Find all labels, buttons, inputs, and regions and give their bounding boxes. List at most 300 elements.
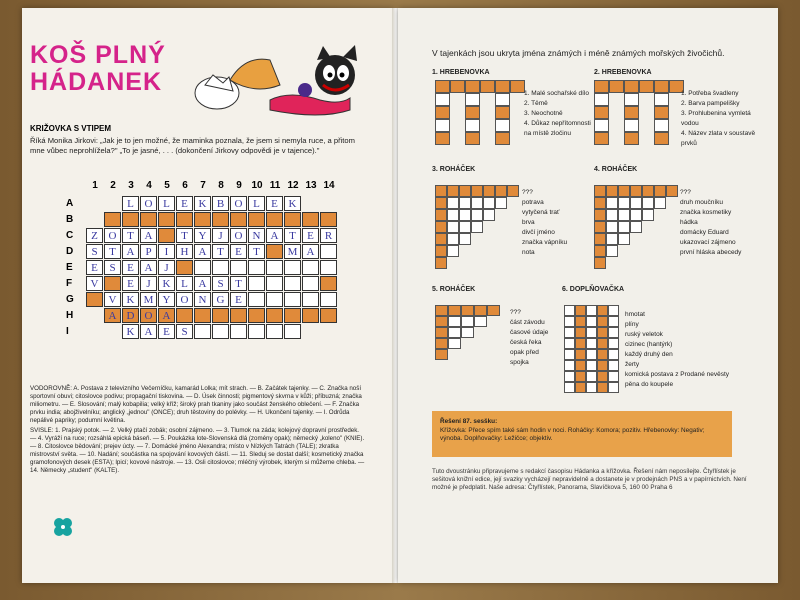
puzzle-cell[interactable] [586, 349, 597, 360]
puzzle-6-clues [625, 310, 745, 390]
grid-cell[interactable] [194, 260, 211, 275]
puzzle-cell[interactable] [608, 316, 619, 327]
grid-cell[interactable] [248, 276, 265, 291]
grid-cell[interactable] [284, 308, 301, 323]
grid-cell[interactable] [248, 292, 265, 307]
clue: potrava [522, 199, 544, 206]
column-number: 10 [251, 180, 263, 191]
puzzle-cell[interactable] [435, 185, 447, 197]
puzzle-cell[interactable] [618, 197, 630, 209]
puzzle-cell[interactable] [471, 197, 483, 209]
puzzle-cell[interactable] [435, 132, 450, 145]
puzzle-cell[interactable] [630, 209, 642, 221]
grid-cell[interactable]: T [248, 244, 265, 259]
puzzle-cell[interactable] [594, 185, 606, 197]
puzzle-cell[interactable] [594, 245, 606, 257]
grid-cell[interactable]: E [302, 228, 319, 243]
grid-cell[interactable]: A [122, 244, 139, 259]
puzzle-cell[interactable] [654, 80, 669, 93]
grid-cell[interactable]: V [104, 292, 121, 307]
puzzle-cell[interactable] [575, 327, 586, 338]
puzzle-cell[interactable] [594, 209, 606, 221]
grid-cell[interactable] [122, 212, 139, 227]
grid-cell[interactable]: J [212, 228, 229, 243]
puzzle-cell[interactable] [586, 338, 597, 349]
puzzle-cell[interactable] [586, 371, 597, 382]
grid-cell[interactable]: O [104, 228, 121, 243]
puzzle-cell[interactable] [586, 360, 597, 371]
puzzle-cell[interactable] [435, 327, 448, 338]
puzzle-cell[interactable] [495, 93, 510, 106]
puzzle-cell[interactable] [564, 349, 575, 360]
grid-cell[interactable]: L [248, 196, 265, 211]
clue: každý druhý den [625, 351, 673, 358]
puzzle-5-title: 5. ROHÁČEK [432, 286, 476, 293]
puzzle-cell[interactable] [507, 185, 519, 197]
grid-cell[interactable] [158, 212, 175, 227]
solutions-text: Křížovka: Přece spím také sám hodin v noci. Roháčky: Komora; pozitiv. Hřebenovky: Negativ; výnoba. Doplňovačky: Ležičce; objektiv. [440, 426, 705, 442]
puzzle-1-title: 1. HREBENOVKA [432, 69, 490, 76]
row-letter: C [66, 230, 74, 241]
puzzle-cell[interactable] [586, 327, 597, 338]
clue: časové údaje [510, 329, 549, 336]
puzzle-cell[interactable] [630, 197, 642, 209]
grid-cell[interactable] [176, 212, 193, 227]
grid-cell[interactable]: A [158, 308, 175, 323]
grid-cell[interactable]: A [140, 260, 157, 275]
grid-cell[interactable]: A [194, 276, 211, 291]
puzzle-cell[interactable] [495, 80, 510, 93]
puzzle-cell[interactable] [575, 338, 586, 349]
puzzle-cell[interactable] [575, 360, 586, 371]
grid-cell[interactable]: L [158, 196, 175, 211]
puzzle-cell[interactable] [564, 305, 575, 316]
puzzle-cell[interactable] [435, 305, 448, 316]
puzzle-cell[interactable] [495, 106, 510, 119]
grid-cell[interactable]: G [212, 292, 229, 307]
puzzle-cell[interactable] [630, 185, 642, 197]
grid-cell[interactable] [140, 212, 157, 227]
grid-cell[interactable] [176, 308, 193, 323]
puzzle-cell[interactable] [435, 209, 447, 221]
grid-cell[interactable] [284, 292, 301, 307]
grid-cell[interactable] [212, 324, 229, 339]
puzzle-cell[interactable] [435, 119, 450, 132]
puzzle-cell[interactable] [597, 382, 608, 393]
clue: 3. Neochotně [524, 110, 563, 117]
puzzle-cell[interactable] [575, 371, 586, 382]
column-number: 12 [287, 180, 299, 191]
puzzle-cell[interactable] [666, 185, 678, 197]
grid-cell[interactable]: S [104, 260, 121, 275]
puzzle-cell[interactable] [586, 382, 597, 393]
puzzle-cell[interactable] [435, 221, 447, 233]
puzzle-cell[interactable] [597, 327, 608, 338]
grid-cell[interactable]: T [176, 228, 193, 243]
puzzle-cell[interactable] [435, 106, 450, 119]
clue: 4. Název zlata v soustavě prvků [681, 130, 756, 147]
puzzle-cell[interactable] [654, 197, 666, 209]
grid-cell[interactable]: O [140, 308, 157, 323]
grid-cell[interactable]: P [140, 244, 157, 259]
puzzle-cell[interactable] [654, 132, 669, 145]
grid-cell[interactable]: I [158, 244, 175, 259]
puzzle-cell[interactable] [448, 338, 461, 349]
grid-cell[interactable] [320, 260, 337, 275]
grid-cell[interactable] [320, 308, 337, 323]
puzzle-cell[interactable] [487, 305, 500, 316]
grid-cell[interactable]: O [140, 196, 157, 211]
grid-cell[interactable] [248, 212, 265, 227]
puzzle-cell[interactable] [624, 119, 639, 132]
grid-cell[interactable] [284, 276, 301, 291]
puzzle-cell[interactable] [624, 106, 639, 119]
crossword-intro: Říká Monika Jirkovi: „Jak je to jen možné, že maminka poznala, že jsem si nemyla ruce, a přitom mne vůbec neprohlížela?" „To je jasné, . . . (dokončení Jirkovy odpovědi je v tajence)." [30, 136, 355, 155]
puzzle-cell[interactable] [448, 327, 461, 338]
row-letter: G [66, 294, 74, 305]
grid-cell[interactable]: V [86, 276, 103, 291]
grid-cell[interactable]: K [284, 196, 301, 211]
grid-cell[interactable] [230, 212, 247, 227]
grid-cell[interactable]: S [212, 276, 229, 291]
grid-cell[interactable]: A [140, 228, 157, 243]
puzzle-cell[interactable] [447, 245, 459, 257]
puzzle-cell[interactable] [575, 382, 586, 393]
grid-cell[interactable] [230, 324, 247, 339]
puzzle-cell[interactable] [447, 185, 459, 197]
grid-cell[interactable]: Y [194, 228, 211, 243]
grid-cell[interactable] [320, 292, 337, 307]
puzzle-cell[interactable] [447, 233, 459, 245]
grid-cell[interactable] [320, 244, 337, 259]
grid-cell[interactable]: R [320, 228, 337, 243]
row-letter: D [66, 246, 74, 257]
puzzle-cell[interactable] [630, 221, 642, 233]
grid-cell[interactable]: J [140, 276, 157, 291]
puzzle-cell[interactable] [575, 305, 586, 316]
grid-cell[interactable]: Z [86, 228, 103, 243]
puzzle-cell[interactable] [597, 316, 608, 327]
grid-cell[interactable]: S [176, 324, 193, 339]
grid-cell[interactable]: E [230, 244, 247, 259]
column-number: 8 [218, 180, 224, 191]
puzzle-cell[interactable] [480, 80, 495, 93]
puzzle-cell[interactable] [465, 132, 480, 145]
grid-cell[interactable]: O [230, 228, 247, 243]
grid-cell[interactable]: N [248, 228, 265, 243]
clue: domácky Eduard [680, 229, 729, 236]
puzzle-cell[interactable] [608, 360, 619, 371]
puzzle-cell[interactable] [618, 209, 630, 221]
grid-cell[interactable] [320, 212, 337, 227]
puzzle-cell[interactable] [447, 221, 459, 233]
puzzle-cell[interactable] [510, 80, 525, 93]
puzzle-cell[interactable] [624, 132, 639, 145]
puzzle-cell[interactable] [597, 371, 608, 382]
grid-cell[interactable] [266, 292, 283, 307]
puzzle-cell[interactable] [447, 209, 459, 221]
clue: druh moučníku [680, 199, 723, 206]
grid-cell[interactable]: E [86, 260, 103, 275]
puzzle-cell[interactable] [435, 93, 450, 106]
puzzle-cell[interactable] [465, 119, 480, 132]
puzzle-cell[interactable] [654, 106, 669, 119]
puzzle-cell[interactable] [597, 360, 608, 371]
puzzle-cell[interactable] [435, 349, 448, 360]
puzzle-cell[interactable] [471, 209, 483, 221]
grid-cell[interactable]: K [194, 196, 211, 211]
grid-cell[interactable] [194, 212, 211, 227]
grid-cell[interactable] [302, 276, 319, 291]
puzzle-cell[interactable] [654, 119, 669, 132]
puzzle-cell[interactable] [586, 316, 597, 327]
puzzle-cell[interactable] [459, 185, 471, 197]
grid-cell[interactable] [212, 260, 229, 275]
puzzle-cell[interactable] [459, 221, 471, 233]
clue: ??? [680, 189, 691, 196]
grid-cell[interactable]: L [122, 196, 139, 211]
grid-cell[interactable]: E [158, 324, 175, 339]
puzzle-cell[interactable] [608, 327, 619, 338]
puzzle-cell[interactable] [447, 197, 459, 209]
puzzle-1-clues [524, 89, 592, 139]
grid-cell[interactable] [266, 308, 283, 323]
puzzle-cell[interactable] [618, 221, 630, 233]
grid-cell[interactable] [212, 212, 229, 227]
puzzle-cell[interactable] [564, 327, 575, 338]
grid-cell[interactable]: K [158, 276, 175, 291]
clue: ruský veletok [625, 331, 663, 338]
grid-cell[interactable] [248, 260, 265, 275]
grid-cell[interactable] [266, 260, 283, 275]
grid-cell[interactable] [266, 276, 283, 291]
puzzle-cell[interactable] [435, 233, 447, 245]
grid-cell[interactable]: B [212, 196, 229, 211]
grid-cell[interactable] [230, 260, 247, 275]
puzzle-cell[interactable] [459, 197, 471, 209]
puzzle-cell[interactable] [642, 209, 654, 221]
row-letter: B [66, 214, 74, 225]
puzzle-cell[interactable] [586, 305, 597, 316]
puzzle-cell[interactable] [575, 349, 586, 360]
puzzle-cell[interactable] [435, 338, 448, 349]
grid-cell[interactable] [194, 324, 211, 339]
puzzle-cell[interactable] [608, 305, 619, 316]
grid-cell[interactable] [248, 308, 265, 323]
grid-cell[interactable]: A [266, 228, 283, 243]
puzzle-cell[interactable] [483, 209, 495, 221]
puzzle-cell[interactable] [575, 316, 586, 327]
grid-cell[interactable]: S [86, 244, 103, 259]
grid-cell[interactable]: M [140, 292, 157, 307]
grid-cell[interactable] [104, 212, 121, 227]
puzzle-cell[interactable] [474, 316, 487, 327]
puzzle-cell[interactable] [465, 106, 480, 119]
grid-cell[interactable] [302, 292, 319, 307]
puzzle-cell[interactable] [435, 80, 450, 93]
puzzle-cell[interactable] [594, 106, 609, 119]
puzzle-cell[interactable] [594, 119, 609, 132]
puzzle-cell[interactable] [461, 327, 474, 338]
puzzle-cell[interactable] [594, 93, 609, 106]
puzzle-cell[interactable] [564, 316, 575, 327]
puzzle-cell[interactable] [594, 233, 606, 245]
column-number: 14 [323, 180, 335, 191]
puzzle-cell[interactable] [606, 221, 618, 233]
grid-cell[interactable]: J [158, 260, 175, 275]
grid-cell[interactable]: E [230, 292, 247, 307]
puzzle-cell[interactable] [435, 245, 447, 257]
puzzle-cell[interactable] [609, 80, 624, 93]
puzzle-cell[interactable] [564, 371, 575, 382]
grid-cell[interactable]: T [212, 244, 229, 259]
grid-cell[interactable]: T [104, 244, 121, 259]
grid-cell[interactable]: K [122, 324, 139, 339]
puzzle-cell[interactable] [618, 233, 630, 245]
puzzle-cell[interactable] [618, 185, 630, 197]
puzzle-cell[interactable] [495, 132, 510, 145]
grid-cell[interactable]: Y [158, 292, 175, 307]
grid-cell[interactable] [302, 260, 319, 275]
clue: ??? [510, 309, 521, 316]
grid-cell[interactable] [230, 308, 247, 323]
grid-cell[interactable] [194, 308, 211, 323]
column-number: 9 [236, 180, 242, 191]
puzzle-cell[interactable] [483, 185, 495, 197]
puzzle-cell[interactable] [606, 233, 618, 245]
row-letter: I [66, 326, 69, 337]
puzzle-cell[interactable] [483, 197, 495, 209]
grid-cell[interactable]: O [230, 196, 247, 211]
grid-cell[interactable]: A [302, 244, 319, 259]
grid-cell[interactable] [266, 212, 283, 227]
grid-block [266, 244, 283, 259]
puzzle-cell[interactable] [594, 80, 609, 93]
puzzle-cell[interactable] [642, 197, 654, 209]
clue: hádka [680, 219, 698, 226]
grid-cell[interactable] [284, 212, 301, 227]
puzzle-cell[interactable] [450, 80, 465, 93]
puzzle-cell[interactable] [564, 338, 575, 349]
clue: spojka [510, 359, 529, 366]
grid-cell[interactable] [302, 212, 319, 227]
puzzle-cell[interactable] [435, 197, 447, 209]
puzzle-cell[interactable] [459, 233, 471, 245]
puzzle-cell[interactable] [448, 316, 461, 327]
grid-block [176, 260, 193, 275]
grid-cell[interactable]: E [122, 260, 139, 275]
puzzle-5-clues [510, 308, 548, 368]
grid-cell[interactable] [248, 324, 265, 339]
puzzle-cell[interactable] [465, 80, 480, 93]
puzzle-cell[interactable] [465, 93, 480, 106]
grid-cell[interactable]: E [176, 196, 193, 211]
puzzle-cell[interactable] [608, 382, 619, 393]
grid-cell[interactable]: T [122, 228, 139, 243]
grid-cell[interactable]: O [176, 292, 193, 307]
puzzle-cell[interactable] [594, 257, 606, 269]
puzzle-cell[interactable] [495, 185, 507, 197]
puzzle-cell[interactable] [654, 185, 666, 197]
puzzle-cell[interactable] [495, 119, 510, 132]
grid-block [320, 276, 337, 291]
grid-cell[interactable]: L [176, 276, 193, 291]
puzzle-cell[interactable] [624, 80, 639, 93]
clue: nota [522, 249, 535, 256]
grid-cell[interactable]: A [140, 324, 157, 339]
puzzle-cell[interactable] [654, 93, 669, 106]
grid-cell[interactable]: E [122, 276, 139, 291]
puzzle-cell[interactable] [606, 197, 618, 209]
grid-cell[interactable]: T [284, 228, 301, 243]
puzzle-cell[interactable] [608, 371, 619, 382]
grid-cell[interactable] [302, 308, 319, 323]
puzzle-cell[interactable] [597, 305, 608, 316]
puzzle-cell[interactable] [642, 185, 654, 197]
puzzle-cell[interactable] [639, 80, 654, 93]
puzzle-cell[interactable] [471, 185, 483, 197]
puzzle-cell[interactable] [597, 338, 608, 349]
puzzle-cell[interactable] [461, 305, 474, 316]
puzzle-cell[interactable] [597, 349, 608, 360]
puzzle-cell[interactable] [471, 221, 483, 233]
column-number: 7 [200, 180, 206, 191]
column-number: 13 [305, 180, 317, 191]
puzzle-cell[interactable] [624, 93, 639, 106]
puzzle-cell[interactable] [564, 382, 575, 393]
grid-cell[interactable]: A [104, 308, 121, 323]
puzzle-cell[interactable] [435, 257, 447, 269]
grid-cell[interactable]: T [230, 276, 247, 291]
clue: značka kosmetiky [680, 209, 732, 216]
grid-cell[interactable]: N [194, 292, 211, 307]
grid-cell[interactable] [284, 260, 301, 275]
puzzle-cell[interactable] [594, 132, 609, 145]
puzzle-cell[interactable] [608, 349, 619, 360]
puzzle-cell[interactable] [606, 185, 618, 197]
puzzle-cell[interactable] [594, 221, 606, 233]
puzzle-cell[interactable] [448, 305, 461, 316]
grid-cell[interactable] [266, 324, 283, 339]
puzzle-cell[interactable] [594, 197, 606, 209]
clue: ??? [522, 189, 533, 196]
puzzle-cell[interactable] [461, 316, 474, 327]
grid-cell[interactable]: H [176, 244, 193, 259]
clue: komická postava z Prodané nevěsty [625, 371, 730, 378]
puzzle-cell[interactable] [606, 245, 618, 257]
grid-cell[interactable]: K [122, 292, 139, 307]
grid-cell[interactable] [284, 324, 301, 339]
page-title [30, 42, 166, 96]
grid-cell[interactable]: M [284, 244, 301, 259]
solutions-title: Řešení 87. sesšku: [440, 418, 498, 425]
grid-cell[interactable]: E [266, 196, 283, 211]
grid-cell[interactable]: D [122, 308, 139, 323]
clue: 2. Těmě [524, 100, 548, 107]
puzzle-cell[interactable] [459, 209, 471, 221]
puzzle-cell[interactable] [435, 316, 448, 327]
puzzle-cell[interactable] [474, 305, 487, 316]
grid-cell[interactable]: A [194, 244, 211, 259]
puzzle-cell[interactable] [606, 209, 618, 221]
solutions-box [432, 411, 732, 457]
clue: brva [522, 219, 535, 226]
grid-cell[interactable] [212, 308, 229, 323]
puzzle-cell[interactable] [495, 197, 507, 209]
grid-block [104, 276, 121, 291]
puzzle-cell[interactable] [564, 360, 575, 371]
puzzle-cell[interactable] [608, 338, 619, 349]
